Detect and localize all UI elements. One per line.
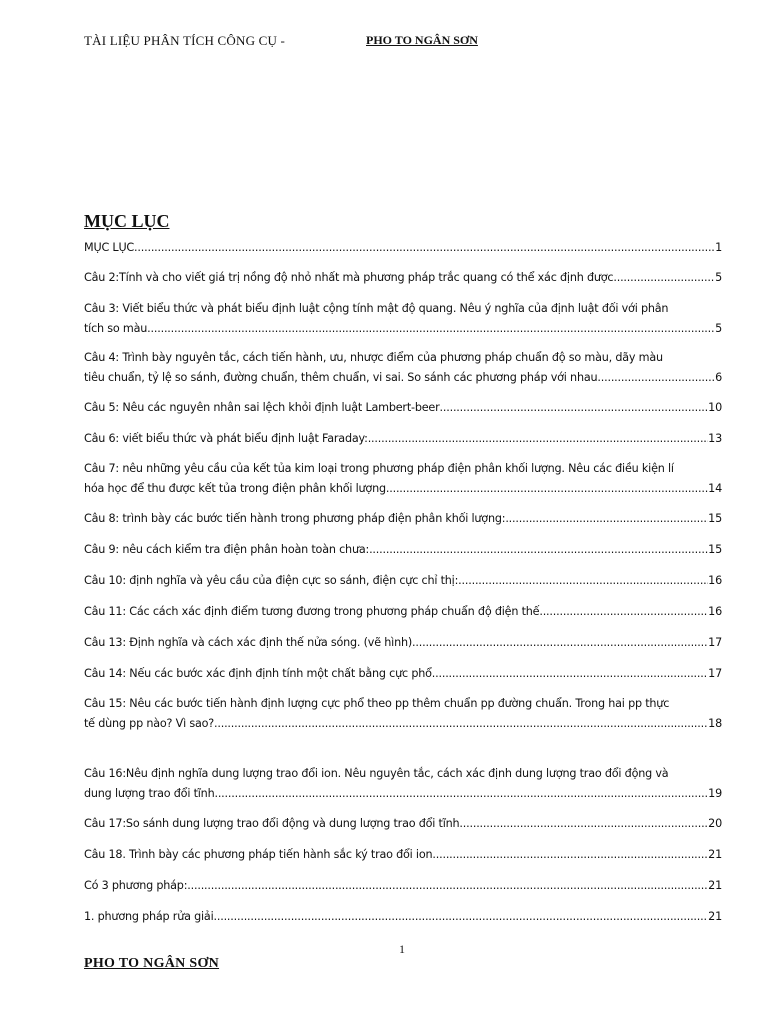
toc-leader-dots — [617, 268, 715, 288]
toc-entry-title: Câu 17:So sánh dung lượng trao đổi động và dung lượng trao đổi tĩnh. — [84, 817, 463, 830]
toc-entry-first-line: Câu 16:Nêu định nghĩa dung lượng trao đổi ion. Nêu nguyên tắc, cách xác định dung lượng trao đổi động và — [84, 767, 669, 780]
toc-entry[interactable] — [84, 602, 722, 622]
toc-entry-page: 15 — [708, 543, 722, 556]
toc-leader-dots — [147, 319, 715, 339]
toc-entry[interactable] — [84, 348, 722, 387]
toc-leader-dots — [187, 876, 708, 896]
toc-entry[interactable] — [84, 509, 722, 529]
toc-entry[interactable] — [84, 876, 722, 896]
toc-entry-title: Có 3 phương pháp: — [84, 879, 188, 892]
toc-entry-line — [84, 814, 722, 834]
toc-entry-title: dung lượng trao đổi tĩnh — [84, 786, 215, 800]
toc-entry-line — [84, 368, 722, 388]
toc-entry-page: 17 — [708, 667, 722, 680]
toc-entry-line — [84, 429, 722, 449]
toc-entry-title: hóa học để thu được kết tủa trong điện phân khối lượng — [84, 481, 386, 495]
toc-entry-line — [84, 268, 722, 288]
toc-entry-title: tích so màu — [84, 321, 148, 335]
toc-entry-title: Câu 5: Nêu các nguyên nhân sai lệch khỏi định luật Lambert-beer — [84, 401, 440, 414]
toc-entry-title: Câu 14: Nếu các bước xác định định tính một chất bằng cực phổ. — [84, 667, 436, 680]
toc-entry-line — [84, 479, 722, 499]
toc-entry-line — [84, 664, 722, 684]
toc-entry-first-line: Câu 15: Nêu các bước tiến hành định lượng cực phổ theo pp thêm chuẩn pp đường chuẩn. Trong hai pp thực — [84, 697, 670, 710]
toc-entry-title: Câu 2:Tính và cho viết giá trị nồng độ nhỏ nhất mà phương pháp trắc quang có thể xác định được. — [84, 271, 617, 284]
toc-entry-page: 19 — [708, 786, 722, 800]
toc-leader-dots — [412, 633, 708, 653]
toc-entry-line — [84, 714, 722, 734]
toc-entry[interactable] — [84, 764, 722, 803]
toc-leader-dots — [597, 368, 715, 388]
toc-entry-page: 18 — [708, 716, 722, 730]
toc-leader-dots — [214, 907, 709, 927]
toc-leader-dots — [214, 784, 708, 804]
toc-entry[interactable] — [84, 299, 722, 338]
toc-entry-line — [84, 633, 722, 653]
toc-entry-line — [84, 540, 722, 560]
page-header — [84, 33, 724, 53]
toc-entry-title: 1. phương pháp rửa giải — [84, 910, 214, 923]
toc-entry-page: 1 — [715, 241, 722, 254]
toc-entry-first-line: Câu 7: nêu những yêu cầu của kết tủa kim loại trong phương pháp điện phân khối lượng. Nêu các điều kiện lí — [84, 462, 674, 475]
toc-entry-title: tiêu chuẩn, tỷ lệ so sánh, đường chuẩn, thêm chuẩn, vi sai. So sánh các phương pháp với nhau — [84, 370, 598, 384]
header-title: TÀI LIỆU PHÂN TÍCH CÔNG CỤ - — [84, 33, 286, 48]
toc-entry-page: 21 — [708, 848, 722, 861]
toc-leader-dots — [458, 571, 708, 591]
toc-entry-page: 5 — [715, 321, 722, 335]
toc-entry[interactable] — [84, 907, 722, 927]
toc-entry-first-line: Câu 4: Trình bày nguyên tắc, cách tiến hành, ưu, nhược điểm của phương pháp chuẩn độ so màu, dãy màu — [84, 351, 663, 364]
toc-entry-title: Câu 8: trình bày các bước tiến hành trong phương pháp điện phân khối lượng: — [84, 512, 506, 525]
toc-entry[interactable] — [84, 268, 722, 288]
toc-entry-page: 17 — [708, 636, 722, 649]
toc-entry-line — [84, 509, 722, 529]
toc-leader-dots — [505, 509, 708, 529]
page-footer: PHO TO NGÂN SƠN — [84, 956, 220, 971]
toc-entry-page: 5 — [715, 271, 722, 284]
toc-entry-page: 6 — [715, 370, 722, 384]
toc-entry[interactable] — [84, 398, 722, 418]
toc-entry-title: Câu 6: viết biểu thức và phát biểu định luật Faraday: — [84, 432, 368, 445]
toc-leader-dots — [463, 814, 708, 834]
toc-entry-page: 21 — [708, 879, 722, 892]
toc-entry-page: 10 — [708, 401, 722, 414]
toc-entry-line — [84, 845, 722, 865]
toc-entry[interactable] — [84, 814, 722, 834]
toc-entry-line — [84, 238, 722, 258]
toc-entry[interactable] — [84, 571, 722, 591]
toc-entry-line — [84, 571, 722, 591]
toc-leader-dots — [369, 540, 708, 560]
toc-leader-dots — [435, 664, 708, 684]
toc-entry-line — [84, 319, 722, 339]
toc-entry-title: Câu 11: Các cách xác định điểm tương đương trong phương pháp chuẩn độ điện thế. — [84, 605, 543, 618]
toc-entry-page: 21 — [708, 910, 722, 923]
toc-entry-page: 13 — [708, 432, 722, 445]
toc-entry-page: 20 — [708, 817, 722, 830]
toc-entry-title: tế dùng pp nào? Vì sao? — [84, 716, 214, 730]
toc-entry-line — [84, 398, 722, 418]
toc-leader-dots — [386, 479, 708, 499]
toc-entry[interactable] — [84, 459, 722, 498]
toc-entry[interactable] — [84, 238, 722, 258]
toc-entry-title: Câu 13: Định nghĩa và cách xác định thế nửa sóng. (vẽ hình) — [84, 636, 413, 649]
toc-entry-title: MỤC LỤC — [84, 241, 135, 254]
toc-leader-dots — [214, 714, 708, 734]
toc-entry-page: 14 — [708, 481, 722, 495]
toc-entry-page: 16 — [708, 605, 722, 618]
toc-entry-line — [84, 876, 722, 896]
toc-entry[interactable] — [84, 540, 722, 560]
toc-leader-dots — [368, 429, 708, 449]
toc-entry-title: Câu 9: nêu cách kiểm tra điện phân hoàn toàn chưa: — [84, 543, 370, 556]
toc-entry-page: 16 — [708, 574, 722, 587]
toc-leader-dots — [432, 845, 708, 865]
page-number: 1 — [399, 942, 405, 956]
toc-entry-line — [84, 907, 722, 927]
toc-entry-line — [84, 784, 722, 804]
toc-entry-first-line: Câu 3: Viết biểu thức và phát biểu định luật cộng tính mật độ quang. Nêu ý nghĩa của định luật đối với phân — [84, 302, 669, 315]
toc-entry[interactable] — [84, 664, 722, 684]
toc-entry[interactable] — [84, 429, 722, 449]
toc-entry-page: 15 — [708, 512, 722, 525]
header-publisher: PHO TO NGÂN SƠN — [366, 33, 478, 47]
toc-entry[interactable] — [84, 845, 722, 865]
toc-entry-title: Câu 10: định nghĩa và yêu cầu của điện cực so sánh, điện cực chỉ thị: — [84, 574, 459, 587]
toc-heading: MỤC LỤC — [84, 211, 170, 231]
toc-leader-dots — [543, 602, 708, 622]
toc-entry[interactable] — [84, 694, 722, 733]
toc-leader-dots — [440, 398, 709, 418]
toc-entry-line — [84, 602, 722, 622]
toc-entry-title: Câu 18. Trình bày các phương pháp tiến hành sắc ký trao đổi ion — [84, 848, 433, 861]
toc-leader-dots — [134, 238, 715, 258]
toc-entry[interactable] — [84, 633, 722, 653]
